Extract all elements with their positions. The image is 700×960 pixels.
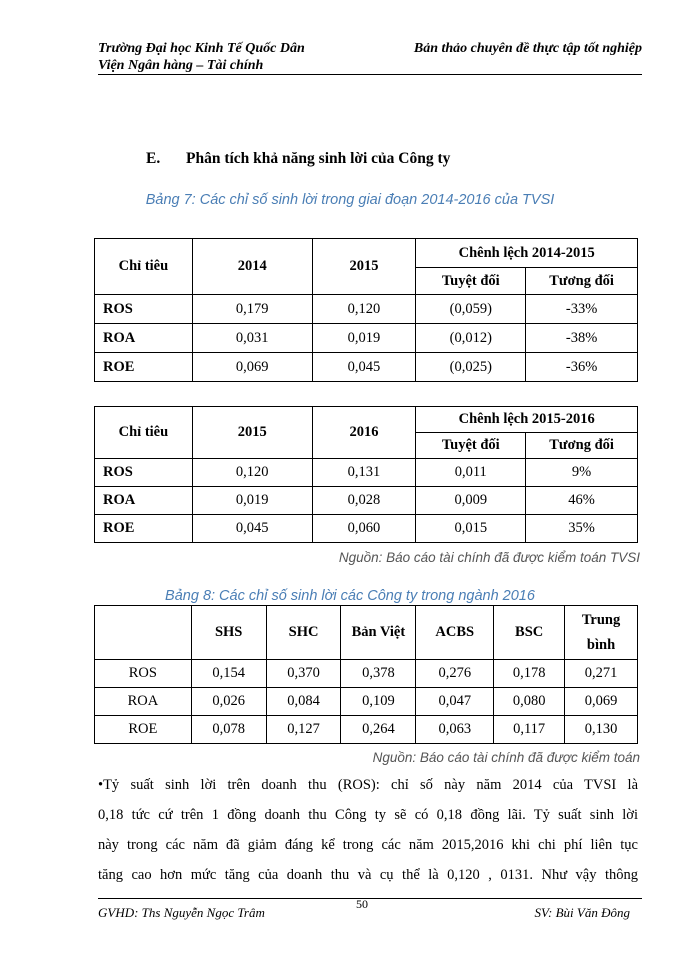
row-label: ROE <box>95 716 192 744</box>
table-row <box>95 515 638 543</box>
table8-source: Nguồn: Báo cáo tài chính đã được kiểm toán <box>372 750 640 765</box>
abs-header: Tuyệt đối <box>416 268 526 295</box>
university-name: Trường Đại học Kinh Tế Quốc Dân <box>98 41 305 56</box>
cell: 35% <box>526 515 638 543</box>
company-header: ACBS <box>416 606 494 660</box>
cell: 0,127 <box>266 716 341 744</box>
cell: 0,015 <box>416 515 526 543</box>
cell: (0,025) <box>416 353 526 382</box>
company-header: BSC <box>494 606 565 660</box>
table-row <box>95 716 638 744</box>
year-b-header: 2015 <box>312 239 416 295</box>
row-label: ROS <box>95 459 193 487</box>
paragraph-line: •Tỷ suất sinh lời trên doanh thu (ROS): chỉ số này năm 2014 của TVSI là <box>98 777 638 793</box>
page-footer <box>98 898 642 923</box>
row-label: ROA <box>95 487 193 515</box>
cell: -38% <box>526 324 638 353</box>
abs-header: Tuyệt đối <box>416 433 526 459</box>
cell: -36% <box>526 353 638 382</box>
row-label: ROS <box>95 660 192 688</box>
table7-source: Nguồn: Báo cáo tài chính đã được kiểm toán TVSI <box>338 550 640 565</box>
header-left <box>98 40 305 74</box>
table-row <box>95 295 638 324</box>
section-title: Phân tích khả năng sinh lời của Công ty <box>186 150 451 167</box>
section-heading <box>146 150 450 168</box>
rel-header: Tương đối <box>526 433 638 459</box>
year-b-header: 2016 <box>312 407 416 459</box>
cell: 0,009 <box>416 487 526 515</box>
cell: 0,031 <box>192 324 312 353</box>
col-label-header: Chỉ tiêu <box>95 239 193 295</box>
table-row <box>95 459 638 487</box>
cell: 0,063 <box>416 716 494 744</box>
document-type: Bản thảo chuyên đề thực tập tốt nghiệp <box>413 41 642 56</box>
table7-caption: Bảng 7: Các chỉ số sinh lời trong giai đoạn 2014-2016 của TVSI <box>145 192 555 208</box>
table-row <box>95 324 638 353</box>
cell: 46% <box>526 487 638 515</box>
company-header: Bản Việt <box>341 606 416 660</box>
cell: 0,060 <box>312 515 416 543</box>
cell: 0,120 <box>192 459 312 487</box>
row-label: ROA <box>95 688 192 716</box>
table-row <box>95 487 638 515</box>
cell: 0,179 <box>192 295 312 324</box>
cell: 0,078 <box>191 716 266 744</box>
company-header: SHS <box>191 606 266 660</box>
page-number: 50 <box>356 897 368 911</box>
cell: 0,178 <box>494 660 565 688</box>
cell: 0,045 <box>192 515 312 543</box>
cell: 0,069 <box>192 353 312 382</box>
cell: 0,011 <box>416 459 526 487</box>
cell: 0,045 <box>312 353 416 382</box>
cell: 0,378 <box>341 660 416 688</box>
cell: 0,370 <box>266 660 341 688</box>
cell: 0,019 <box>312 324 416 353</box>
cell: 0,080 <box>494 688 565 716</box>
cell: 0,028 <box>312 487 416 515</box>
supervisor: GVHD: Ths Nguyễn Ngọc Trâm <box>98 905 265 920</box>
table8-caption: Bảng 8: Các chỉ số sinh lời các Công ty trong ngành 2016 <box>165 588 535 604</box>
table-row <box>95 688 638 716</box>
cell: 0,154 <box>191 660 266 688</box>
year-a-header: 2015 <box>192 407 312 459</box>
corner-header <box>95 606 192 660</box>
cell: 0,069 <box>565 688 638 716</box>
col-label-header: Chỉ tiêu <box>95 407 193 459</box>
average-header: Trung bình <box>565 606 638 660</box>
cell: 0,130 <box>565 716 638 744</box>
cell: 0,084 <box>266 688 341 716</box>
body-paragraph <box>98 770 638 890</box>
cell: 0,109 <box>341 688 416 716</box>
cell: 0,120 <box>312 295 416 324</box>
row-label: ROE <box>95 515 193 543</box>
rel-header: Tương đối <box>526 268 638 295</box>
cell: 0,276 <box>416 660 494 688</box>
cell: 0,026 <box>191 688 266 716</box>
row-label: ROE <box>95 353 193 382</box>
cell: -33% <box>526 295 638 324</box>
paragraph-line: tăng cao hơn mức tăng của doanh thu và cụ thể là 0,120 , 0131. Như vậy thông <box>98 867 638 883</box>
row-label: ROA <box>95 324 193 353</box>
company-header: SHC <box>266 606 341 660</box>
cell: 0,271 <box>565 660 638 688</box>
table7-part2 <box>94 406 638 543</box>
cell: (0,012) <box>416 324 526 353</box>
paragraph-line: này trong các năm đã giảm đáng kể trong các năm 2015,2016 khi chi phí liên tục <box>98 837 638 853</box>
page-header <box>98 40 642 75</box>
table7-part1 <box>94 238 638 382</box>
student: SV: Bùi Văn Đông <box>534 905 630 920</box>
cell: (0,059) <box>416 295 526 324</box>
table-row <box>95 660 638 688</box>
cell: 0,047 <box>416 688 494 716</box>
row-label: ROS <box>95 295 193 324</box>
table-row <box>95 353 638 382</box>
cell: 9% <box>526 459 638 487</box>
year-a-header: 2014 <box>192 239 312 295</box>
diff-header: Chênh lệch 2014-2015 <box>416 239 638 268</box>
cell: 0,131 <box>312 459 416 487</box>
section-letter: E. <box>146 150 161 167</box>
table8 <box>94 605 638 744</box>
cell: 0,019 <box>192 487 312 515</box>
paragraph-line: 0,18 tức cứ trên 1 đồng doanh thu Công ty sẽ có 0,18 đồng lãi. Tỷ suất sinh lời <box>98 807 638 823</box>
cell: 0,264 <box>341 716 416 744</box>
diff-header: Chênh lệch 2015-2016 <box>416 407 638 433</box>
cell: 0,117 <box>494 716 565 744</box>
institute-name: Viện Ngân hàng – Tài chính <box>98 58 264 73</box>
